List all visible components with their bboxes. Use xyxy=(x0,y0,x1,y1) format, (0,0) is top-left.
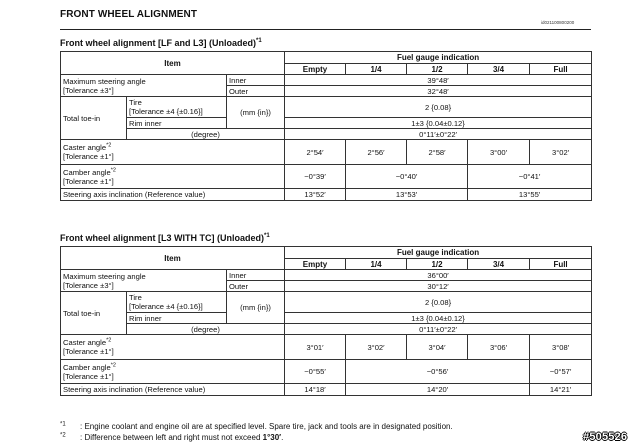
col-three-quarter: 3/4 xyxy=(468,64,530,75)
sai-mid: 14°20′ xyxy=(346,384,530,396)
max-steering-text: Maximum steering angle xyxy=(63,76,146,86)
caster-empty: 2°54′ xyxy=(285,140,346,165)
footnote-mark: *2 xyxy=(110,166,116,173)
col-quarter: 1/4 xyxy=(346,64,407,75)
tolerance-3: [Tolerance ±3°] xyxy=(63,280,114,290)
rim-inner-label: Rim inner xyxy=(127,118,227,129)
tolerance-4: [Tolerance ±4 {±0.16}] xyxy=(129,302,203,311)
item-header: Item xyxy=(61,52,285,75)
col-full: Full xyxy=(530,64,592,75)
toe-tire-value: 2 {0.08} xyxy=(285,292,592,313)
camber-full: −0°57′ xyxy=(530,360,592,384)
steering-axis-label: Steering axis inclination (Reference value) xyxy=(61,384,285,396)
camber-mid: −0°40′ xyxy=(346,165,468,189)
col-half: 1/2 xyxy=(407,64,468,75)
outer-label: Outer xyxy=(227,281,285,292)
footnotes xyxy=(60,421,453,443)
col-half: 1/2 xyxy=(407,259,468,270)
toe-tire-value: 2 {0.08} xyxy=(285,97,592,118)
sai-high: 13°55′ xyxy=(468,189,592,201)
max-steering-label xyxy=(61,270,227,292)
rim-inner-label: Rim inner xyxy=(127,313,227,324)
footnote-end: . xyxy=(281,433,284,442)
camber-label xyxy=(61,165,285,189)
toe-rim-value: 1±3 {0.04±0.12} xyxy=(285,118,592,129)
tolerance-1: [Tolerance ±1°] xyxy=(63,371,114,381)
max-steering-label xyxy=(61,75,227,97)
col-empty: Empty xyxy=(285,64,346,75)
footnote-limit: 1°30′ xyxy=(262,433,282,442)
camber-text: Camber angle xyxy=(63,362,111,372)
footnote-mark: *2 xyxy=(60,432,66,439)
sai-full: 14°21′ xyxy=(530,384,592,396)
document-id: id021100800200 xyxy=(541,20,575,25)
toe-rim-value: 1±3 {0.04±0.12} xyxy=(285,313,592,324)
outer-label: Outer xyxy=(227,86,285,97)
caster-text: Caster angle xyxy=(63,338,107,347)
alignment-table-lf-l3 xyxy=(60,51,592,201)
sai-empty: 13°52′ xyxy=(285,189,346,201)
max-outer-value: 32°48′ xyxy=(285,86,592,97)
camber-text: Camber angle xyxy=(63,167,111,177)
col-quarter: 1/4 xyxy=(346,259,407,270)
sai-mid: 13°53′ xyxy=(346,189,468,201)
camber-mid: −0°56′ xyxy=(346,360,530,384)
unit-degree: (degree) xyxy=(127,324,285,335)
camber-empty: −0°39′ xyxy=(285,165,346,189)
caster-quarter: 2°56′ xyxy=(346,140,407,165)
tire-text: Tire xyxy=(129,293,142,302)
col-three-quarter: 3/4 xyxy=(468,259,530,270)
section-title-lf-l3 xyxy=(60,38,262,48)
fuel-gauge-header: Fuel gauge indication xyxy=(285,52,592,64)
unit-mm-in: (mm {in}) xyxy=(227,97,285,129)
total-toe-label: Total toe-in xyxy=(61,292,127,335)
col-full: Full xyxy=(530,259,592,270)
caster-label xyxy=(61,140,285,165)
caster-text: Caster angle xyxy=(63,143,107,152)
caster-label xyxy=(61,335,285,360)
tolerance-1: [Tolerance ±1°] xyxy=(63,176,114,186)
item-header: Item xyxy=(61,247,285,270)
camber-high: −0°41′ xyxy=(468,165,592,189)
page-title: FRONT WHEEL ALIGNMENT xyxy=(60,9,198,20)
tolerance-3: [Tolerance ±3°] xyxy=(63,85,114,95)
col-empty: Empty xyxy=(285,259,346,270)
max-steering-text: Maximum steering angle xyxy=(63,271,146,281)
inner-label: Inner xyxy=(227,270,285,281)
tolerance-1: [Tolerance ±1°] xyxy=(63,347,114,356)
footnote-1 xyxy=(60,421,453,432)
caster-full: 3°08′ xyxy=(530,335,592,360)
caster-empty: 3°01′ xyxy=(285,335,346,360)
footnote-mark: *2 xyxy=(106,337,112,344)
camber-empty: −0°55′ xyxy=(285,360,346,384)
section-title-text: Front wheel alignment [L3 WITH TC] (Unloaded) xyxy=(60,233,264,243)
inner-label: Inner xyxy=(227,75,285,86)
caster-three-quarter: 3°00′ xyxy=(468,140,530,165)
section-title-l3-tc xyxy=(60,233,270,243)
tolerance-4: [Tolerance ±4 {±0.16}] xyxy=(129,107,203,116)
footnote-mark: *1 xyxy=(264,233,270,239)
caster-three-quarter: 3°06′ xyxy=(468,335,530,360)
sai-empty: 14°18′ xyxy=(285,384,346,396)
footnote-text: : Difference between left and right must not exceed xyxy=(80,433,263,442)
alignment-table-l3-tc xyxy=(60,246,592,396)
tire-label xyxy=(127,97,227,118)
unit-mm-in: (mm {in}) xyxy=(227,292,285,324)
title-rule xyxy=(60,29,591,30)
caster-half: 2°58′ xyxy=(407,140,468,165)
section-title-text: Front wheel alignment [LF and L3] (Unloaded) xyxy=(60,38,256,48)
max-outer-value: 30°12′ xyxy=(285,281,592,292)
footnote-mark: *1 xyxy=(256,38,262,44)
steering-axis-label: Steering axis inclination (Reference value) xyxy=(61,189,285,201)
max-inner-value: 36°00′ xyxy=(285,270,592,281)
caster-half: 3°04′ xyxy=(407,335,468,360)
caster-quarter: 3°02′ xyxy=(346,335,407,360)
toe-degree-value: 0°11′±0°22′ xyxy=(285,129,592,140)
max-inner-value: 39°48′ xyxy=(285,75,592,86)
camber-label xyxy=(61,360,285,384)
tire-text: Tire xyxy=(129,98,142,107)
footnote-text: : Engine coolant and engine oil are at specified level. Spare tire, jack and tools are in designated position. xyxy=(80,422,453,431)
footnote-mark: *2 xyxy=(110,361,116,368)
caster-full: 3°02′ xyxy=(530,140,592,165)
total-toe-label: Total toe-in xyxy=(61,97,127,140)
tolerance-1: [Tolerance ±1°] xyxy=(63,152,114,161)
footnote-mark: *1 xyxy=(60,421,66,428)
unit-degree: (degree) xyxy=(127,129,285,140)
footnote-mark: *2 xyxy=(106,142,112,149)
fuel-gauge-header: Fuel gauge indication xyxy=(285,247,592,259)
watermark-id: #505526 xyxy=(583,431,628,443)
toe-degree-value: 0°11′±0°22′ xyxy=(285,324,592,335)
footnote-2 xyxy=(60,432,453,443)
tire-label xyxy=(127,292,227,313)
